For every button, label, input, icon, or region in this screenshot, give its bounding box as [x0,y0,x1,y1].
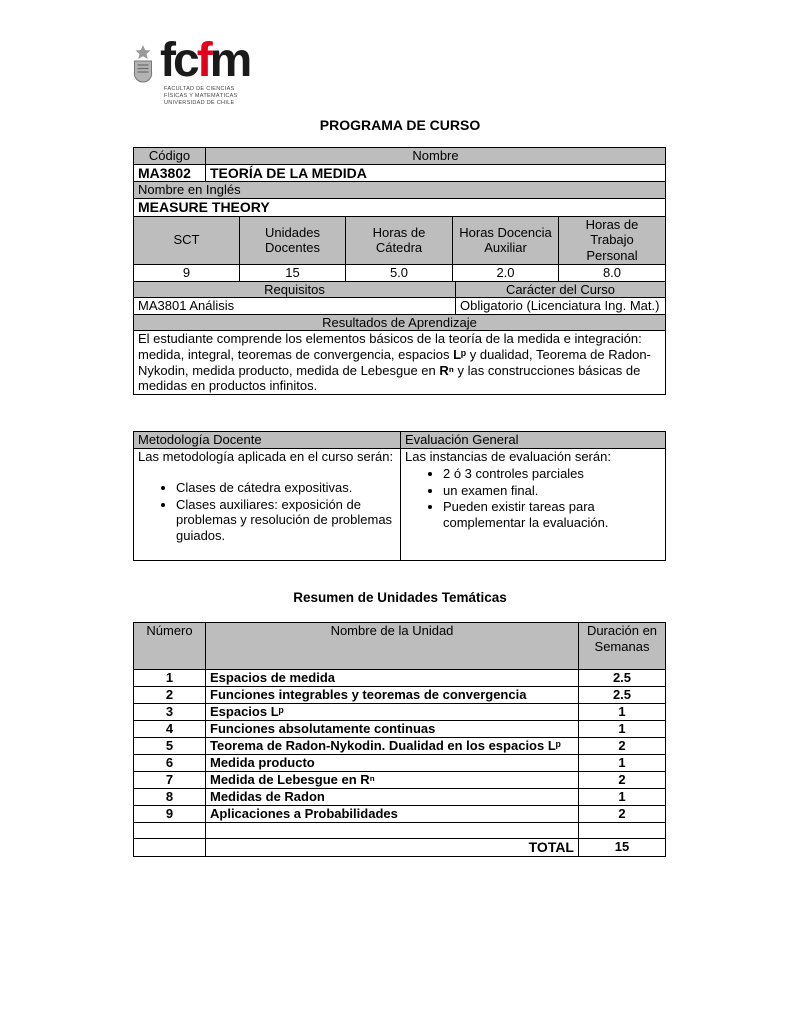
unit-weeks-cell: 2 [579,772,666,789]
evaluacion-content-cell [401,448,666,560]
fcfm-letters-dark-2: m [209,34,250,87]
resultados-text-part: y las construcciones básicas de medidas en productos infinitos. [138,362,641,394]
unit-weeks-cell: 1 [579,789,666,806]
unit-weeks-cell: 2 [579,806,666,823]
unit-name-cell: Medida producto [206,755,579,772]
unit-weeks-cell: 2 [579,738,666,755]
horas-trabajo-personal-value-cell: 8.0 [559,264,666,281]
unit-name-cell: Medidas de Radon [206,789,579,806]
logo-caption-line: FÍSICAS Y MATEMÁTICAS [164,93,238,100]
resultados-text-part: y dualidad, Teorema de Radon-Nykodin, medida producto, medida de Lebesgue en [138,346,651,378]
caracter-header-cell: Carácter del Curso [456,281,666,298]
bullet-item: • Clases de cátedra expositivas. [176,480,396,496]
codigo-value-cell: MA3802 [134,164,206,182]
unit-name-cell: Funciones integrables y teoremas de convergencia [206,687,579,704]
unit-row [134,721,666,738]
unit-number-cell: 9 [134,806,206,823]
logo-caption [164,86,249,108]
empty-row [134,823,666,839]
resultados-text-part: El estudiante comprende los elementos básicos de la teoría de la medida e integración: medida, integral, teoremas de convergencia, espacios [138,331,642,362]
empty-cell [134,823,206,839]
logo-text-column [160,34,250,108]
units-section-title: Resumen de Unidades Temáticas [293,590,507,605]
resultados-header-cell: Resultados de Aprendizaje [134,314,666,331]
unit-row [134,806,666,823]
unit-number-cell: 3 [134,704,206,721]
unit-weeks-cell: 1 [579,704,666,721]
evaluacion-intro: Las instancias de evaluación serán: [405,448,611,464]
codigo-header-cell: Código [134,148,206,165]
caracter-value-cell: Obligatorio (Licenciatura Ing. Mat.) [456,298,666,315]
nombre-unidad-header-cell: Nombre de la Unidad [206,623,579,670]
nombre-value-cell: TEORÍA DE LA MEDIDA [206,164,666,182]
bullet-item: • Pueden existir tareas para complementar la evaluación. [443,499,661,530]
requisitos-header-cell: Requisitos [134,281,456,298]
nombre-header-cell: Nombre [206,148,666,165]
unit-row [134,704,666,721]
horas-trabajo-personal-header-cell: Horas de Trabajo Personal [559,216,666,264]
unit-row [134,755,666,772]
unit-name-cell: Funciones absolutamente continuas [206,721,579,738]
unit-number-cell: 7 [134,772,206,789]
resultados-rn-term: Rⁿ [439,362,454,378]
unit-row [134,738,666,755]
unidades-docentes-header-cell: Unidades Docentes [240,216,346,264]
learning-outcomes-table [133,314,666,395]
nombre-ingles-value-cell: MEASURE THEORY [134,198,666,216]
fcfm-logo [130,34,250,108]
horas-catedra-header-cell: Horas de Cátedra [346,216,453,264]
unit-row [134,670,666,687]
page-title: PROGRAMA DE CURSO [319,117,481,133]
unit-row [134,789,666,806]
fcfm-letter-red: f [196,34,210,87]
unit-name-cell: Medida de Lebesgue en Rⁿ [206,772,579,789]
horas-docencia-auxiliar-value-cell: 2.0 [453,264,559,281]
unit-weeks-cell: 2.5 [579,687,666,704]
logo-caption-line: FACULTAD DE CIENCIAS [164,85,235,92]
units-table [133,622,666,857]
numero-header-cell: Número [134,623,206,670]
requirements-table [133,281,666,315]
unit-number-cell: 1 [134,670,206,687]
total-row [134,839,666,857]
fcfm-letters-dark-1: fc [160,34,197,87]
unit-number-cell: 4 [134,721,206,738]
bullet-item: • Clases auxiliares: exposición de problemas y resolución de problemas guiados. [176,497,396,544]
unit-name-cell: Espacios Lᵖ [206,704,579,721]
sct-value-cell: 9 [134,264,240,281]
hours-table [133,216,666,282]
methodology-table [133,431,666,561]
unit-name-cell: Teorema de Radon-Nykodin. Dualidad en los espacios Lᵖ [206,738,579,755]
total-value-cell: 15 [579,839,666,857]
logo-caption-line: UNIVERSIDAD DE CHILE [164,100,235,107]
resultados-lp-term: Lᵖ [453,346,467,362]
empty-cell [206,823,579,839]
unit-number-cell: 6 [134,755,206,772]
horas-docencia-auxiliar-header-cell: Horas Docencia Auxiliar [453,216,559,264]
unit-weeks-cell: 1 [579,755,666,772]
empty-cell [579,823,666,839]
unit-name-cell: Espacios de medida [206,670,579,687]
metodologia-bullet-list [138,480,396,543]
units-summary-table [133,622,666,857]
unit-name-cell: Aplicaciones a Probabilidades [206,806,579,823]
methodology-evaluation-table [133,431,666,561]
resultados-text-cell [134,331,666,394]
evaluacion-header-cell: Evaluación General [401,432,666,449]
metodologia-intro: Las metodología aplicada en el curso serán: [138,448,394,464]
total-empty-cell [134,839,206,857]
unit-number-cell: 8 [134,789,206,806]
metodologia-content-cell [134,448,401,560]
bullet-item: • un examen final. [443,483,661,499]
fcfm-wordmark [160,34,250,87]
evaluacion-bullet-list [405,466,661,530]
total-label-cell: TOTAL [206,839,579,857]
nombre-ingles-header-cell: Nombre en Inglés [134,182,666,199]
unit-row [134,772,666,789]
unit-number-cell: 5 [134,738,206,755]
code-name-table [133,147,666,182]
requisitos-value-cell: MA3801 Análisis [134,298,456,315]
course-info-table [133,147,666,395]
universidad-de-chile-emblem-icon [130,44,156,84]
unidades-docentes-value-cell: 15 [240,264,346,281]
english-name-table [133,181,666,216]
unit-weeks-cell: 1 [579,721,666,738]
duracion-header-cell: Duración en Semanas [579,623,666,670]
unit-row [134,687,666,704]
unit-number-cell: 2 [134,687,206,704]
metodologia-header-cell: Metodología Docente [134,432,401,449]
unit-weeks-cell: 2.5 [579,670,666,687]
bullet-item: • 2 ó 3 controles parciales [443,466,661,482]
sct-header-cell: SCT [134,216,240,264]
horas-catedra-value-cell: 5.0 [346,264,453,281]
